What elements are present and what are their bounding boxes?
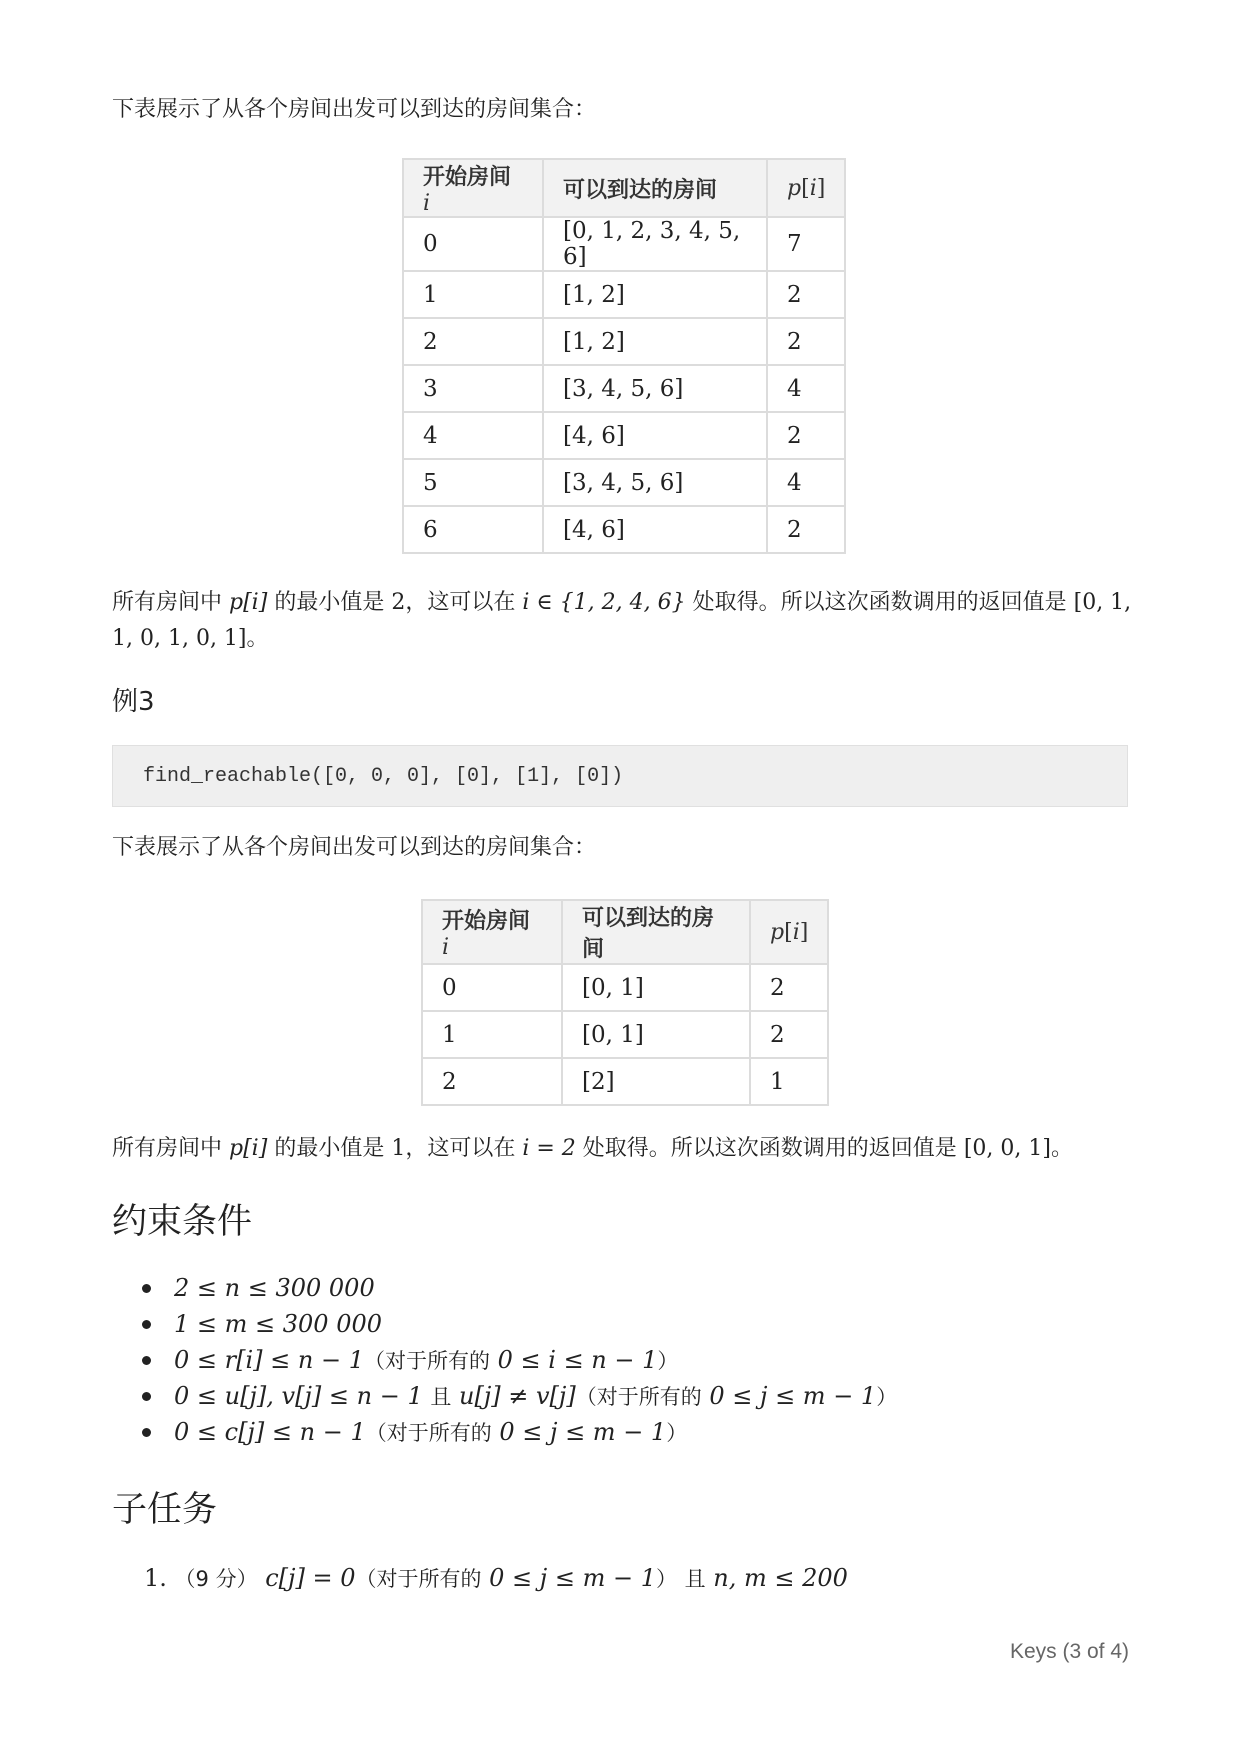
cell-start: 2 — [422, 1058, 562, 1105]
constraint-item: 0 ≤ r[i] ≤ n − 1（对于所有的 0 ≤ i ≤ n − 1） — [112, 1342, 897, 1378]
cell-reachable: [4, 6] — [543, 506, 767, 553]
table-row — [403, 412, 845, 459]
cell-start: 4 — [403, 412, 543, 459]
header-start-room: 开始房间 i — [403, 159, 543, 217]
cell-start: 6 — [403, 506, 543, 553]
cell-start: 3 — [403, 365, 543, 412]
table-row — [403, 506, 845, 553]
table-row — [422, 964, 828, 1011]
summary-paragraph-2: 所有房间中 p[i] 的最小值是 1，这可以在 i = 2 处取得。所以这次函数调用的返回值是 [0, 0, 1]。 — [112, 1136, 1073, 1161]
cell-p: 2 — [767, 271, 845, 318]
header-p: p[i] — [767, 159, 845, 217]
cell-reachable: [1, 2] — [543, 271, 767, 318]
cell-reachable: [0, 1, 2, 3, 4, 5, 6] — [543, 217, 767, 271]
cell-p: 4 — [767, 459, 845, 506]
cell-reachable: [0, 1] — [562, 1011, 750, 1058]
header-reachable: 可以到达的房间 — [543, 159, 767, 217]
header-reachable: 可以到达的房间 — [562, 900, 750, 964]
cell-reachable: [2] — [562, 1058, 750, 1105]
intro-paragraph-2: 下表展示了从各个房间出发可以到达的房间集合： — [112, 835, 597, 860]
cell-reachable: [3, 4, 5, 6] — [543, 365, 767, 412]
cell-start: 0 — [403, 217, 543, 271]
table-row — [403, 217, 845, 271]
table-header-row — [422, 900, 828, 964]
table-row — [422, 1058, 828, 1105]
header-start-room: 开始房间 i — [422, 900, 562, 964]
subtasks-list — [112, 1560, 848, 1597]
constraint-item: 2 ≤ n ≤ 300 000 — [112, 1270, 897, 1306]
reachable-rooms-table-2 — [421, 899, 829, 1106]
cell-p: 7 — [767, 217, 845, 271]
cell-p: 2 — [750, 964, 828, 1011]
cell-reachable: [0, 1] — [562, 964, 750, 1011]
cell-start: 1 — [403, 271, 543, 318]
cell-reachable: [1, 2] — [543, 318, 767, 365]
table-row — [403, 318, 845, 365]
constraint-item: 0 ≤ c[j] ≤ n − 1（对于所有的 0 ≤ j ≤ m − 1） — [112, 1414, 897, 1450]
cell-p: 1 — [750, 1058, 828, 1105]
cell-start: 5 — [403, 459, 543, 506]
table-row — [422, 1011, 828, 1058]
cell-p: 4 — [767, 365, 845, 412]
subtask-item: 1. （9 分） c[j] = 0（对于所有的 0 ≤ j ≤ m − 1） 且 n, m ≤ 200 — [144, 1564, 848, 1592]
cell-start: 0 — [422, 964, 562, 1011]
table-row — [403, 459, 845, 506]
code-text: find_reachable([0, 0, 0], [0], [1], [0]) — [143, 765, 624, 788]
constraint-item: 1 ≤ m ≤ 300 000 — [112, 1306, 897, 1342]
constraints-heading: 约束条件 — [112, 1202, 253, 1242]
cell-p: 2 — [767, 412, 845, 459]
code-block — [112, 745, 1128, 807]
summary-paragraph-1: 所有房间中 p[i] 的最小值是 2，这可以在 i ∈ {1, 2, 4, 6} 处取得。所以这次函数调用的返回值是 [0, 1, 1, 0, 1, 0, 1]。 — [112, 590, 1132, 651]
intro-paragraph-1: 下表展示了从各个房间出发可以到达的房间集合： — [112, 97, 597, 122]
constraints-list — [112, 1270, 897, 1450]
cell-start: 2 — [403, 318, 543, 365]
constraint-item: 0 ≤ u[j], v[j] ≤ n − 1 且 u[j] ≠ v[j]（对于所有的 0 ≤ j ≤ m − 1） — [112, 1378, 897, 1414]
cell-start: 1 — [422, 1011, 562, 1058]
cell-p: 2 — [750, 1011, 828, 1058]
table-header-row — [403, 159, 845, 217]
reachable-rooms-table-1 — [402, 158, 846, 554]
subtasks-heading: 子任务 — [112, 1490, 218, 1530]
page-footer: Keys (3 of 4) — [1009, 1640, 1129, 1663]
cell-reachable: [3, 4, 5, 6] — [543, 459, 767, 506]
table-row — [403, 271, 845, 318]
table-row — [403, 365, 845, 412]
header-p: p[i] — [750, 900, 828, 964]
cell-p: 2 — [767, 318, 845, 365]
example-3-heading: 例3 — [112, 687, 155, 717]
cell-reachable: [4, 6] — [543, 412, 767, 459]
cell-p: 2 — [767, 506, 845, 553]
